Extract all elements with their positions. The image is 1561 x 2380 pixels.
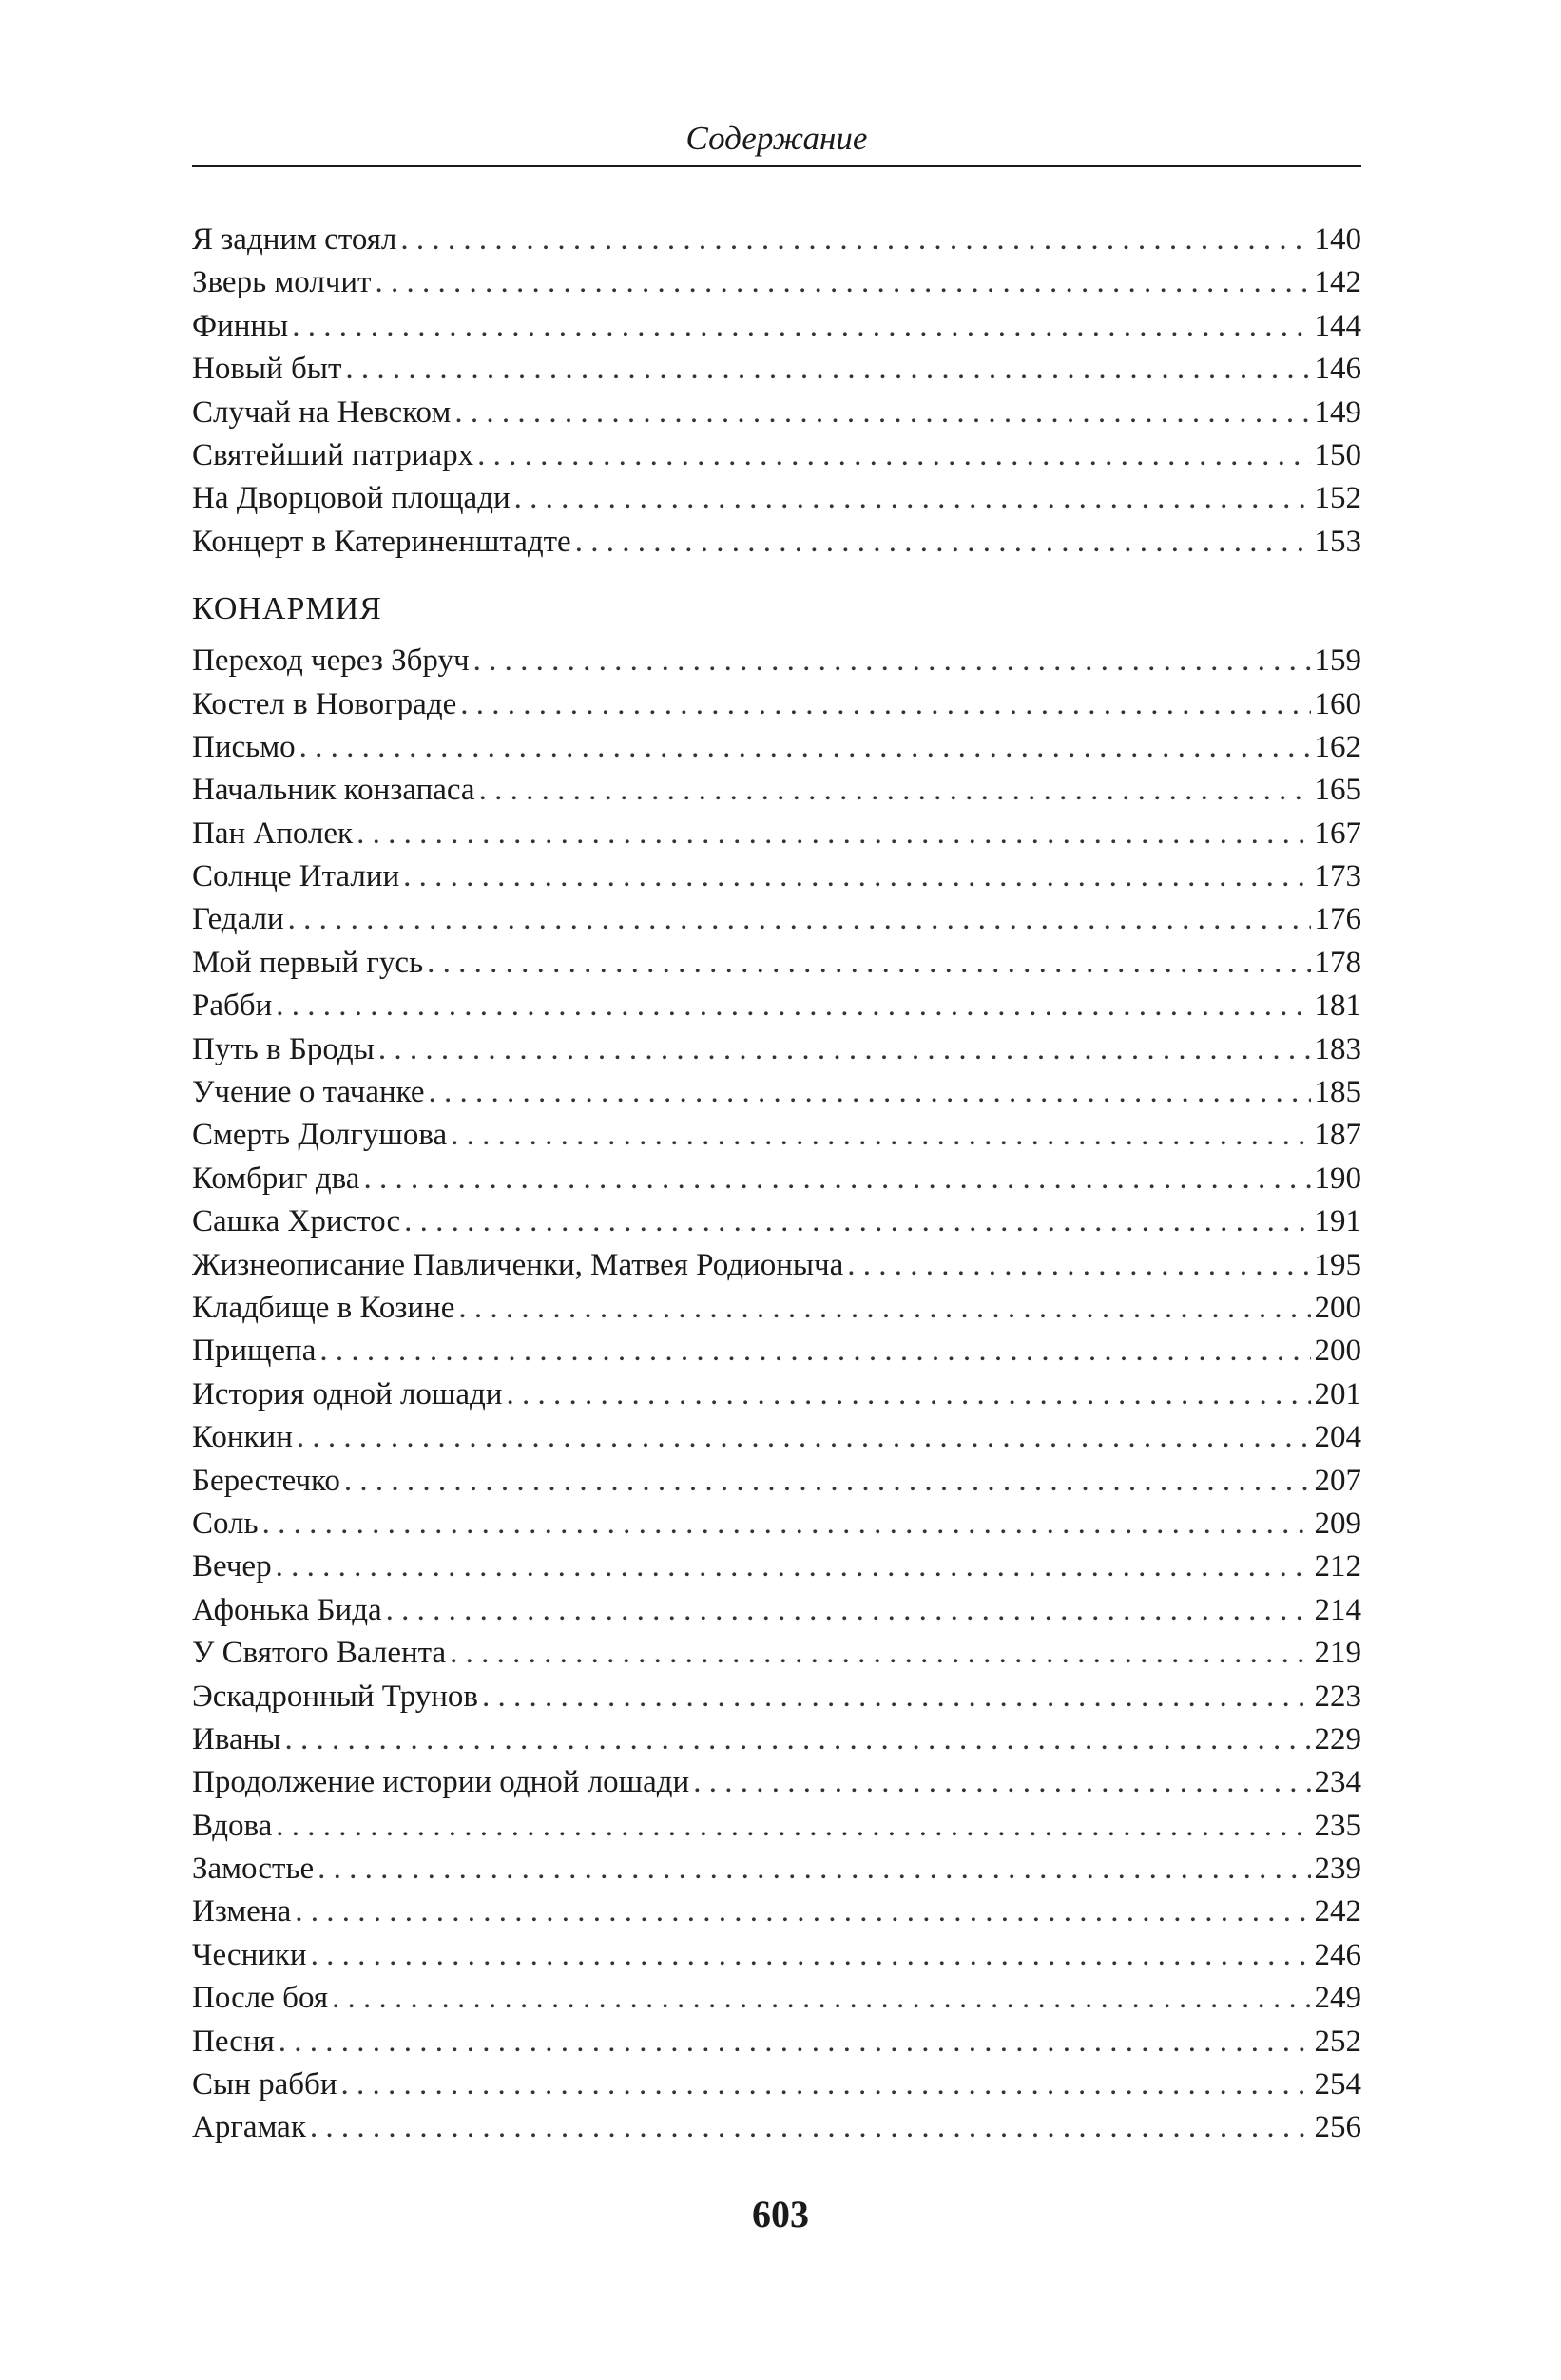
- toc-entry: [192, 1503, 1361, 1545]
- entry-title: Продолжение истории одной лошади: [192, 1765, 690, 1800]
- table-of-contents: [192, 219, 1361, 2150]
- entry-page-number: 214: [1314, 1592, 1361, 1627]
- entry-title: Рабби: [192, 988, 273, 1024]
- entry-title: Иваны: [192, 1721, 281, 1756]
- entry-page-number: 235: [1314, 1808, 1361, 1843]
- dot-leader: [284, 1718, 1310, 1761]
- toc-entry: [192, 726, 1361, 769]
- entry-title: Жизнеописание Павличенки, Матвея Родионыча: [192, 1247, 844, 1282]
- entry-page-number: 152: [1314, 481, 1361, 516]
- entry-page-number: 153: [1314, 524, 1361, 559]
- entry-page-number: 219: [1314, 1636, 1361, 1671]
- entry-title: Солнце Италии: [192, 859, 400, 894]
- entry-title: У Святого Валента: [192, 1636, 447, 1671]
- entry-title: Замостье: [192, 1852, 315, 1887]
- entry-title: Конкин: [192, 1420, 293, 1455]
- entry-page-number: 246: [1314, 1937, 1361, 1972]
- toc-entry: [192, 2106, 1361, 2149]
- dot-leader: [454, 392, 1310, 434]
- entry-page-number: 187: [1314, 1118, 1361, 1153]
- entry-title: История одной лошади: [192, 1376, 503, 1411]
- entry-page-number: 183: [1314, 1031, 1361, 1066]
- dot-leader: [276, 985, 1310, 1027]
- entry-title: Кладбище в Козине: [192, 1290, 455, 1325]
- entry-title: Переход через Збруч: [192, 643, 470, 679]
- entry-title: Зверь молчит: [192, 265, 372, 300]
- entry-page-number: 195: [1314, 1247, 1361, 1282]
- entry-title: Мой первый гусь: [192, 945, 424, 980]
- entry-title: Соль: [192, 1506, 259, 1541]
- toc-entry: [192, 434, 1361, 477]
- running-head: Содержание: [685, 120, 868, 157]
- entry-page-number: 185: [1314, 1075, 1361, 1110]
- dot-leader: [506, 1373, 1310, 1416]
- dot-leader: [473, 640, 1311, 682]
- section-heading: КОНАРМИЯ: [192, 591, 382, 627]
- entry-title: Пан Аполек: [192, 816, 354, 851]
- page-number: 603: [752, 2193, 809, 2236]
- entry-page-number: 252: [1314, 2024, 1361, 2059]
- entry-title: Учение о тачанке: [192, 1075, 425, 1110]
- entry-title: Начальник конзапаса: [192, 773, 475, 808]
- toc-entry: [192, 1158, 1361, 1200]
- dot-leader: [378, 1028, 1311, 1071]
- dot-leader: [575, 521, 1311, 564]
- entry-title: Случай на Невском: [192, 394, 452, 430]
- entry-page-number: 140: [1314, 222, 1361, 257]
- entry-title: Концерт в Катериненштадте: [192, 524, 571, 559]
- entry-title: Смерть Долгушова: [192, 1118, 448, 1153]
- dot-leader: [458, 1287, 1310, 1330]
- entry-page-number: 242: [1314, 1894, 1361, 1929]
- dot-leader: [332, 1977, 1310, 2020]
- toc-entry: [192, 348, 1361, 391]
- toc-entry: [192, 261, 1361, 304]
- dot-leader: [288, 898, 1311, 941]
- dot-leader: [451, 1114, 1310, 1157]
- entry-title: Берестечко: [192, 1463, 340, 1498]
- dot-leader: [318, 1848, 1310, 1891]
- entry-page-number: 142: [1314, 265, 1361, 300]
- toc-entry: [192, 1545, 1361, 1588]
- toc-entry: [192, 1071, 1361, 1114]
- dot-leader: [299, 726, 1311, 769]
- entry-page-number: 146: [1314, 352, 1361, 387]
- entry-page-number: 256: [1314, 2110, 1361, 2145]
- dot-leader: [482, 1676, 1310, 1718]
- entry-title: Путь в Броды: [192, 1031, 375, 1066]
- entry-page-number: 201: [1314, 1376, 1361, 1411]
- entry-page-number: 176: [1314, 902, 1361, 937]
- header-rule: [192, 165, 1361, 167]
- entry-title: После боя: [192, 1981, 329, 2016]
- entry-title: Эскадронный Трунов: [192, 1679, 479, 1714]
- toc-entry: [192, 2021, 1361, 2063]
- toc-entry: [192, 769, 1361, 812]
- entry-page-number: 223: [1314, 1679, 1361, 1714]
- dot-leader: [514, 477, 1311, 520]
- entry-page-number: 162: [1314, 729, 1361, 764]
- toc-entry: [192, 1934, 1361, 1977]
- entry-page-number: 254: [1314, 2067, 1361, 2102]
- dot-leader: [319, 1330, 1310, 1372]
- toc-entry: [192, 1676, 1361, 1718]
- entry-title: Комбриг два: [192, 1161, 360, 1196]
- toc-section: [192, 583, 1361, 2150]
- entry-title: Сын рабби: [192, 2067, 337, 2102]
- entry-page-number: 144: [1314, 308, 1361, 343]
- entry-page-number: 239: [1314, 1852, 1361, 1887]
- toc-entry: [192, 477, 1361, 520]
- toc-entry: [192, 1200, 1361, 1243]
- entry-page-number: 212: [1314, 1549, 1361, 1584]
- dot-leader: [375, 261, 1310, 304]
- dot-leader: [386, 1589, 1311, 1632]
- dot-leader: [460, 683, 1310, 726]
- toc-entry: [192, 1416, 1361, 1459]
- entry-title: Новый быт: [192, 352, 342, 387]
- dot-leader: [847, 1244, 1310, 1287]
- entry-title: Святейший патриарх: [192, 437, 474, 472]
- toc-entry: [192, 219, 1361, 261]
- toc-entry: [192, 1632, 1361, 1675]
- toc-entry: [192, 985, 1361, 1027]
- entry-page-number: 234: [1314, 1765, 1361, 1800]
- toc-entry: [192, 1805, 1361, 1848]
- dot-leader: [295, 1891, 1310, 1933]
- entry-title: Гедали: [192, 902, 284, 937]
- dot-leader: [310, 2106, 1311, 2149]
- dot-leader: [345, 348, 1310, 391]
- toc-entry: [192, 683, 1361, 726]
- entry-page-number: 181: [1314, 988, 1361, 1024]
- toc-entry: [192, 1114, 1361, 1157]
- toc-entry: [192, 1330, 1361, 1372]
- toc-entry: [192, 305, 1361, 348]
- entry-title: Костел в Новограде: [192, 686, 457, 721]
- entry-page-number: 173: [1314, 859, 1361, 894]
- dot-leader: [262, 1503, 1311, 1545]
- entry-title: Чесники: [192, 1937, 307, 1972]
- entry-page-number: 249: [1314, 1981, 1361, 2016]
- dot-leader: [340, 2063, 1310, 2106]
- entry-page-number: 190: [1314, 1161, 1361, 1196]
- toc-entry: [192, 1848, 1361, 1891]
- toc-entry: [192, 813, 1361, 855]
- entry-title: Прищепа: [192, 1334, 317, 1369]
- entry-page-number: 165: [1314, 773, 1361, 808]
- dot-leader: [276, 1805, 1310, 1848]
- entry-page-number: 150: [1314, 437, 1361, 472]
- dot-leader: [403, 855, 1310, 898]
- toc-entry: [192, 898, 1361, 941]
- entry-title: Письмо: [192, 729, 296, 764]
- entry-title: Сашка Христос: [192, 1204, 401, 1239]
- entry-title: Измена: [192, 1894, 292, 1929]
- toc-entry: [192, 1977, 1361, 2020]
- dot-leader: [292, 305, 1310, 348]
- entry-page-number: 167: [1314, 816, 1361, 851]
- entry-page-number: 160: [1314, 686, 1361, 721]
- toc-entry: [192, 1718, 1361, 1761]
- toc-entry: [192, 1287, 1361, 1330]
- toc-entry: [192, 2063, 1361, 2106]
- toc-entry: [192, 1373, 1361, 1416]
- toc-entry: [192, 1460, 1361, 1503]
- toc-section: [192, 219, 1361, 564]
- toc-entry: [192, 855, 1361, 898]
- toc-entry: [192, 1028, 1361, 1071]
- toc-entry: [192, 1244, 1361, 1287]
- toc-entry: [192, 640, 1361, 682]
- entry-page-number: 159: [1314, 643, 1361, 679]
- entry-title: Песня: [192, 2024, 275, 2059]
- toc-entry: [192, 521, 1361, 564]
- dot-leader: [479, 769, 1311, 812]
- dot-leader: [279, 2021, 1311, 2063]
- entry-page-number: 209: [1314, 1506, 1361, 1541]
- entry-title: На Дворцовой площади: [192, 481, 511, 516]
- toc-entry: [192, 1761, 1361, 1804]
- dot-leader: [363, 1158, 1310, 1200]
- toc-entry: [192, 942, 1361, 985]
- toc-entry: [192, 1891, 1361, 1933]
- dot-leader: [429, 1071, 1311, 1114]
- entry-page-number: 229: [1314, 1721, 1361, 1756]
- toc-entry: [192, 1589, 1361, 1632]
- entry-page-number: 191: [1314, 1204, 1361, 1239]
- entry-page-number: 149: [1314, 394, 1361, 430]
- entry-title: Вечер: [192, 1549, 272, 1584]
- entry-page-number: 178: [1314, 945, 1361, 980]
- dot-leader: [276, 1545, 1311, 1588]
- entry-page-number: 200: [1314, 1334, 1361, 1369]
- entry-page-number: 207: [1314, 1463, 1361, 1498]
- entry-page-number: 204: [1314, 1420, 1361, 1455]
- entry-page-number: 200: [1314, 1290, 1361, 1325]
- dot-leader: [450, 1632, 1310, 1675]
- dot-leader: [311, 1934, 1311, 1977]
- entry-title: Афонька Бида: [192, 1592, 382, 1627]
- dot-leader: [357, 813, 1310, 855]
- dot-leader: [693, 1761, 1310, 1804]
- dot-leader: [477, 434, 1310, 477]
- dot-leader: [427, 942, 1310, 985]
- dot-leader: [404, 1200, 1310, 1243]
- toc-entry: [192, 392, 1361, 434]
- entry-title: Финны: [192, 308, 289, 343]
- dot-leader: [400, 219, 1310, 261]
- entry-title: Я задним стоял: [192, 222, 397, 257]
- dot-leader: [297, 1416, 1311, 1459]
- entry-title: Вдова: [192, 1808, 273, 1843]
- entry-title: Аргамак: [192, 2110, 306, 2145]
- dot-leader: [344, 1460, 1311, 1503]
